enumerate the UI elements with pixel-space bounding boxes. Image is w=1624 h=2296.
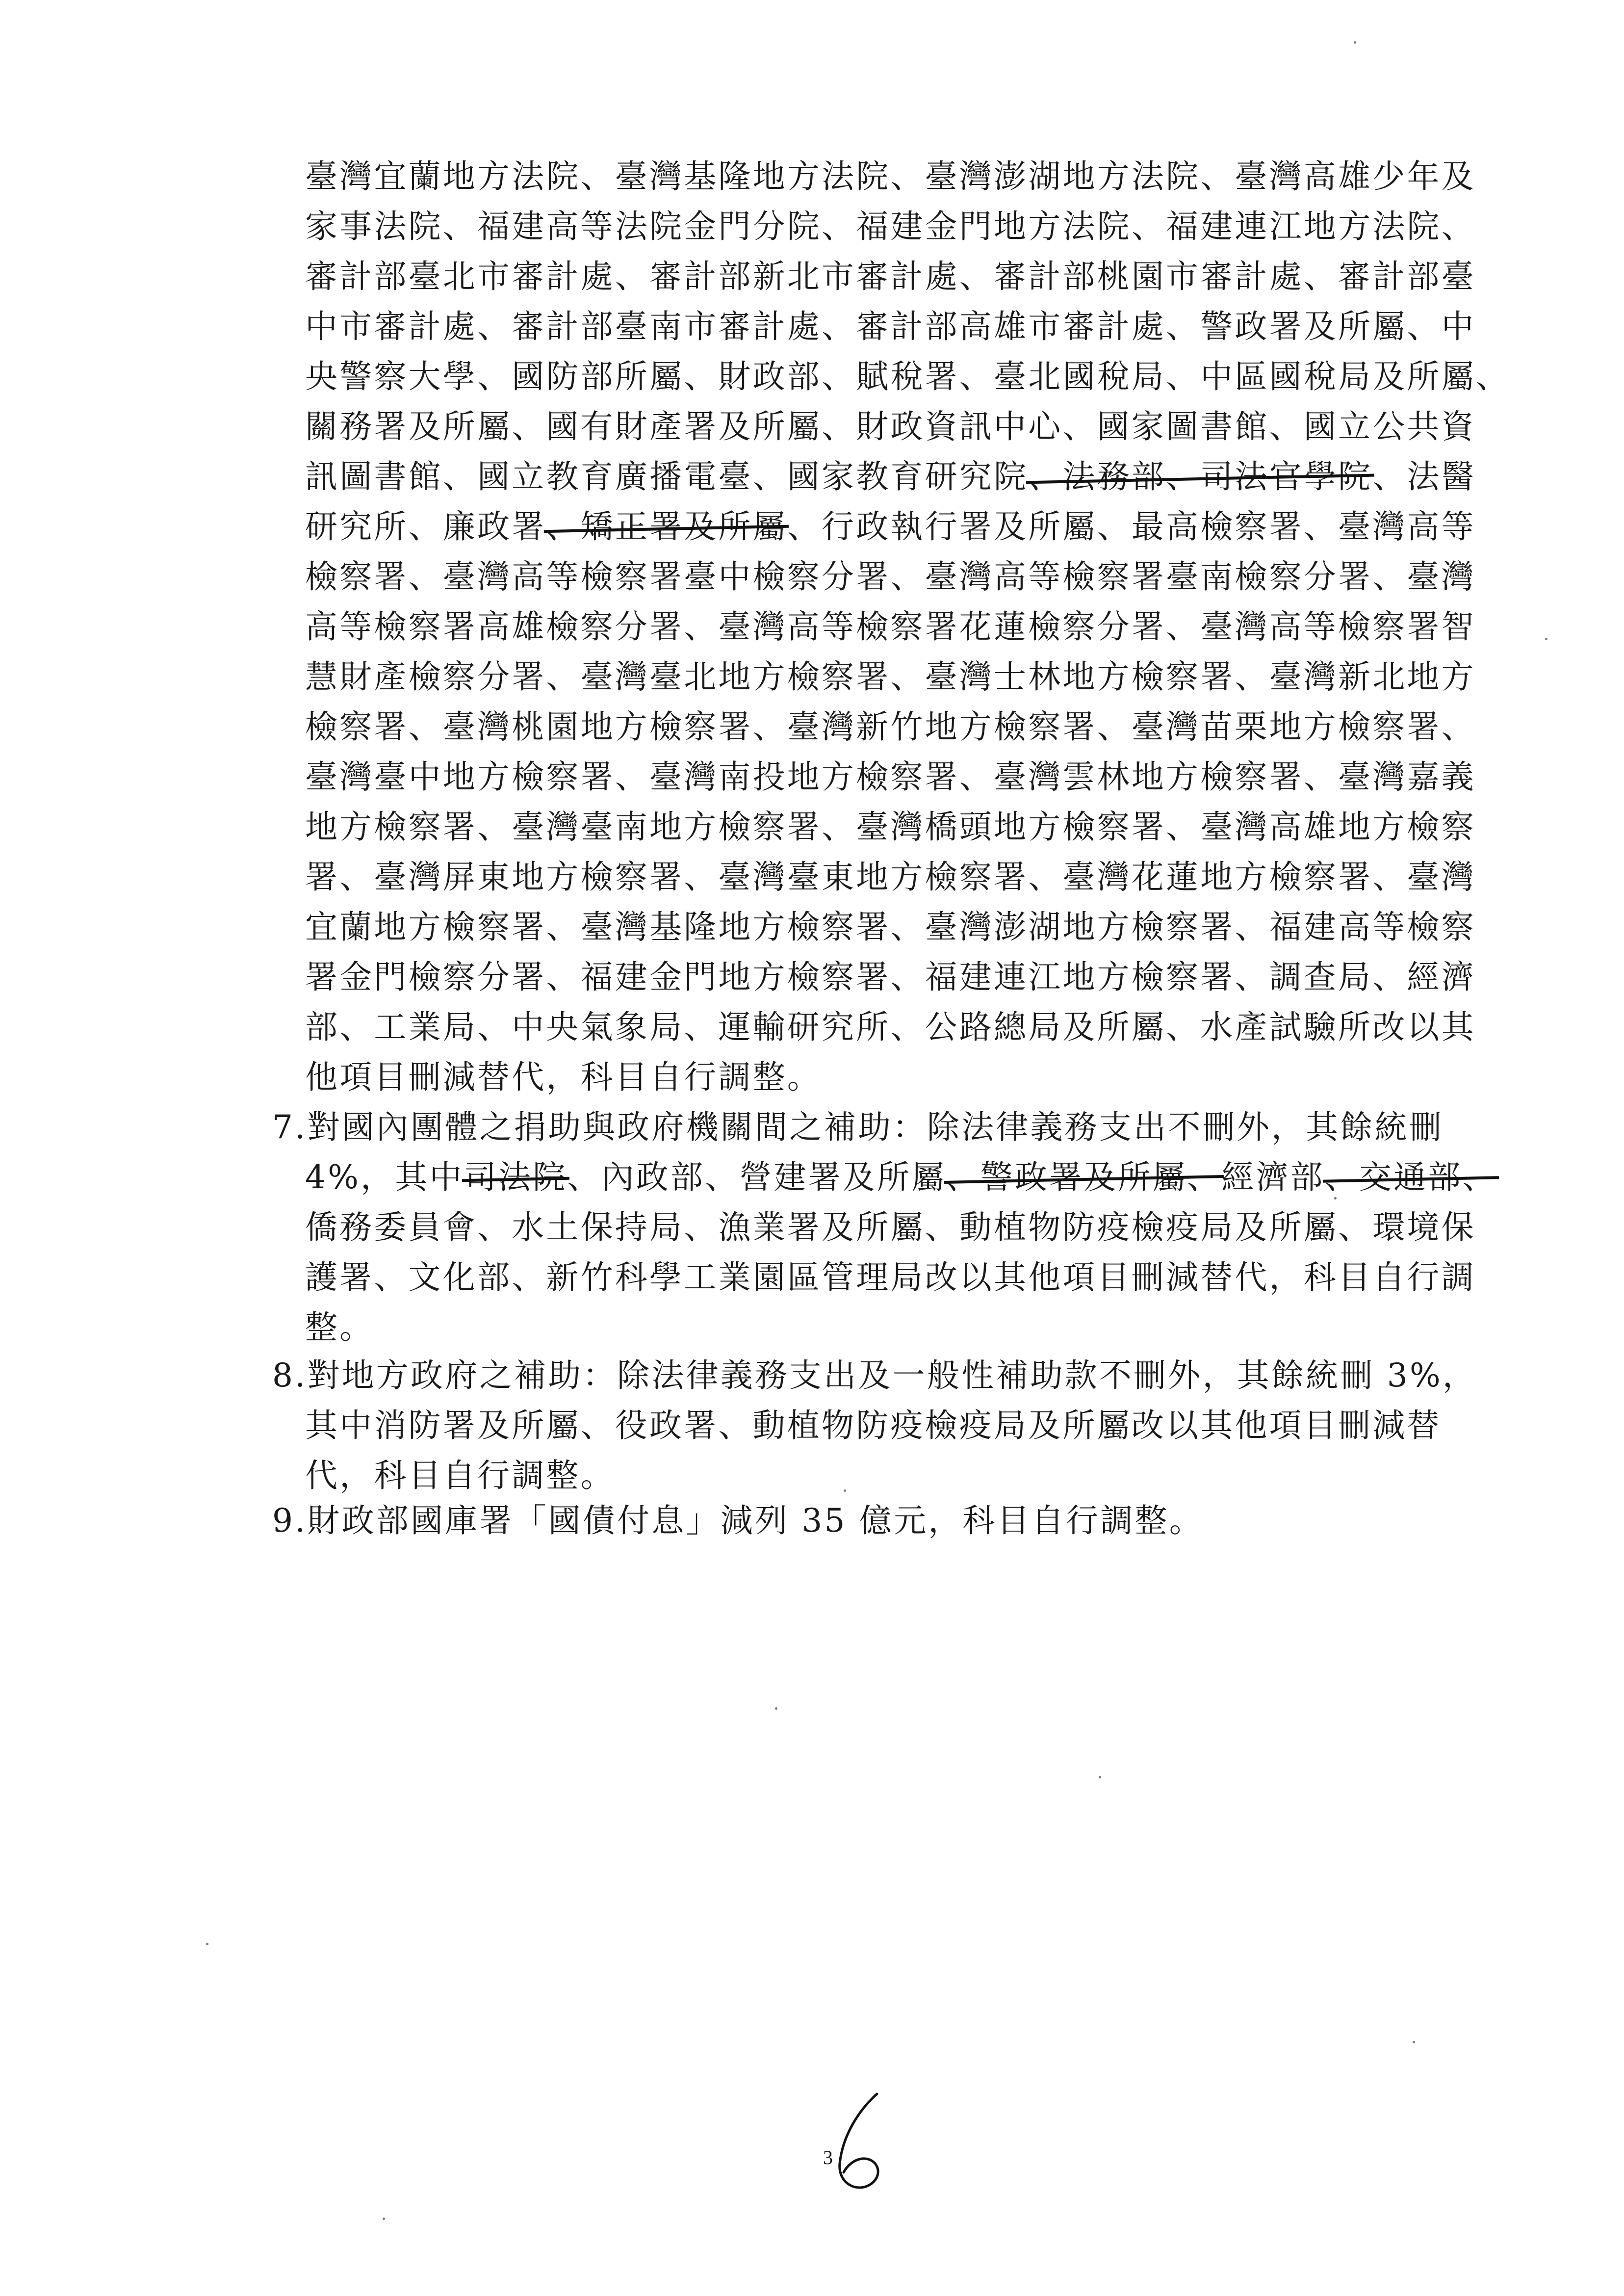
text-line xyxy=(305,452,1476,502)
text-line: 其中消防署及所屬、役政署、動植物防疫檢疫局及所屬改以其他項目刪減替 xyxy=(305,1407,1442,1444)
text-line: 署、臺灣屏東地方檢察署、臺灣臺東地方檢察署、臺灣花蓮地方檢察署、臺灣 xyxy=(305,858,1476,896)
scan-speck xyxy=(1334,1197,1337,1200)
text-line: 臺灣宜蘭地方法院、臺灣基隆地方法院、臺灣澎湖地方法院、臺灣高雄少年及 xyxy=(305,157,1476,195)
text-line: 中市審計處、審計部臺南市審計處、審計部高雄市審計處、警政署及所屬、中 xyxy=(305,308,1476,345)
text-line: 高等檢察署高雄檢察分署、臺灣高等檢察署花蓮檢察分署、臺灣高等檢察署智 xyxy=(305,608,1476,646)
text-line: 央警察大學、國防部所屬、財政部、賦稅署、臺北國稅局、中區國稅局及所屬、 xyxy=(305,358,1510,395)
text-segment: 、行政執行署及所屬、最高檢察署、臺灣高等 xyxy=(787,508,1476,546)
struck-text: 、交通部、 xyxy=(1324,1158,1497,1196)
text-segment: 、內政部、營建署及所屬 xyxy=(567,1158,946,1196)
page-number: 3 xyxy=(823,2146,833,2168)
scan-speck xyxy=(1099,1776,1101,1778)
text-line: 整。 xyxy=(305,1308,374,1346)
list-item-8 xyxy=(272,1351,1477,1501)
text-line: 地方檢察署、臺灣臺南地方檢察署、臺灣橋頭地方檢察署、臺灣高雄地方檢察 xyxy=(305,808,1476,846)
scan-speck xyxy=(844,1489,846,1492)
text-segment: 財政部國庫署「國債付息」減列 35 億元，科目自行調整。 xyxy=(307,1502,1204,1539)
scan-speck xyxy=(1354,41,1356,44)
text-line: 慧財產檢察分署、臺灣臺北地方檢察署、臺灣士林地方檢察署、臺灣新北地方 xyxy=(305,658,1476,696)
text-line xyxy=(272,1351,1477,1401)
text-segment: 訊圖書館、國立教育廣播電臺、國家教育研究院 xyxy=(305,458,1029,496)
text-segment: 對地方政府之補助：除法律義務支出及一般性補助款不刪外，其餘統刪 3%， xyxy=(307,1357,1477,1394)
text-line: 檢察署、臺灣桃園地方檢察署、臺灣新竹地方檢察署、臺灣苗栗地方檢察署、 xyxy=(305,708,1476,746)
struck-text: 、矯正署及所屬 xyxy=(546,508,787,546)
list-item-9 xyxy=(272,1496,1425,1546)
scan-speck xyxy=(1545,638,1547,640)
text-line xyxy=(305,502,1476,552)
text-segment: 、法醫 xyxy=(1372,458,1476,496)
scan-speck xyxy=(1413,2041,1415,2043)
text-segment: 4%，其中 xyxy=(305,1158,464,1196)
list-item-7 xyxy=(272,1103,1497,1353)
scan-speck xyxy=(775,1707,777,1710)
struck-text: 、警政署及所屬、 xyxy=(946,1158,1222,1196)
text-line: 他項目刪減替代，科目自行調整。 xyxy=(305,1058,822,1096)
item-number: 8. xyxy=(272,1357,308,1394)
text-line: 署金門檢察分署、福建金門地方檢察署、福建連江地方檢察署、調查局、經濟 xyxy=(305,958,1476,996)
struck-text: 、法務部、司法官學院 xyxy=(1028,458,1373,496)
scan-speck xyxy=(206,1943,208,1945)
text-segment: 對國內團體之捐助與政府機關間之補助：除法律義務支出不刪外，其餘統刪 xyxy=(307,1108,1444,1146)
text-line: 代，科目自行調整。 xyxy=(305,1457,615,1494)
struck-text: 司法院 xyxy=(464,1158,567,1196)
text-line: 部、工業局、中央氣象局、運輸研究所、公路總局及所屬、水產試驗所改以其 xyxy=(305,1008,1476,1046)
text-line: 審計部臺北市審計處、審計部新北市審計處、審計部桃園市審計處、審計部臺 xyxy=(305,258,1476,295)
continued-paragraph xyxy=(305,152,1510,1103)
text-line: 宜蘭地方檢察署、臺灣基隆地方檢察署、臺灣澎湖地方檢察署、福建高等檢察 xyxy=(305,908,1476,946)
text-line: 臺灣臺中地方檢察署、臺灣南投地方檢察署、臺灣雲林地方檢察署、臺灣嘉義 xyxy=(305,758,1476,796)
scan-speck xyxy=(383,2218,385,2220)
text-line xyxy=(272,1103,1444,1153)
item-number: 7. xyxy=(272,1108,308,1146)
text-line: 護署、文化部、新竹科學工業園區管理局改以其他項目刪減替代，科目自行調 xyxy=(305,1258,1476,1296)
item-number: 9. xyxy=(272,1502,308,1539)
text-line: 關務署及所屬、國有財產署及所屬、財政資訊中心、國家圖書館、國立公共資 xyxy=(305,408,1476,445)
text-segment: 研究所、廉政署 xyxy=(305,508,546,546)
text-line xyxy=(272,1496,1425,1546)
text-line: 家事法院、福建高等法院金門分院、福建金門地方法院、福建連江地方法院、 xyxy=(305,208,1476,245)
text-segment: 經濟部 xyxy=(1221,1158,1325,1196)
text-line xyxy=(272,1153,1497,1203)
handwritten-mark xyxy=(814,2090,898,2198)
text-line: 僑務委員會、水土保持局、漁業署及所屬、動植物防疫檢疫局及所屬、環境保 xyxy=(305,1208,1476,1246)
text-line: 檢察署、臺灣高等檢察署臺中檢察分署、臺灣高等檢察署臺南檢察分署、臺灣 xyxy=(305,558,1476,596)
